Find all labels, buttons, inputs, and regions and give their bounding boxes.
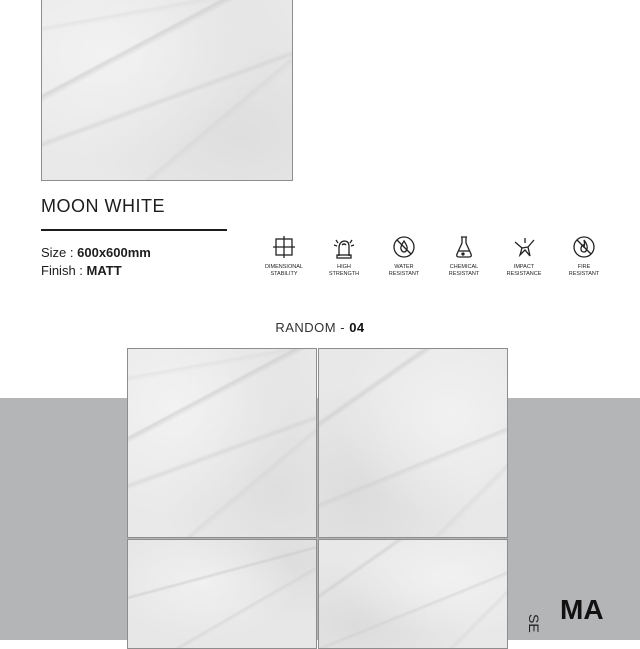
high-strength-icon — [331, 234, 357, 260]
pattern-number: 04 — [349, 320, 365, 335]
grid-tile-top-left — [127, 348, 317, 538]
impact-resistance-icon — [511, 234, 537, 260]
fire-resistant-icon — [571, 234, 597, 260]
feature-high-strength — [314, 234, 374, 284]
grid-tile-top-right — [318, 348, 508, 538]
series-name-fragment: MA — [560, 594, 604, 625]
finish-spec — [41, 263, 122, 278]
grid-tile-bottom-left — [127, 539, 317, 649]
chemical-resistant-icon — [451, 234, 477, 260]
tile-sample-image — [41, 0, 293, 181]
feature-label: DIMENSIONAL STABILITY — [265, 264, 303, 277]
finish-label: Finish : — [41, 263, 87, 278]
dimensional-stability-icon — [271, 234, 297, 260]
feature-dimensional-stability — [254, 234, 314, 284]
size-label: Size : — [41, 245, 78, 260]
feature-label: CHEMICAL RESISTANT — [448, 264, 480, 277]
size-value: 600x600mm — [77, 245, 151, 260]
feature-label: IMPACT RESISTANCE — [506, 264, 542, 277]
feature-label: FIRE RESISTANT — [568, 264, 600, 277]
grid-tile-bottom-right — [318, 539, 508, 649]
feature-label: HIGH STRENGTH — [328, 264, 360, 277]
feature-label: WATER RESISTANT — [388, 264, 420, 277]
product-title: MOON WHITE — [41, 196, 165, 216]
water-resistant-icon — [391, 234, 417, 260]
title-underline — [41, 229, 227, 231]
feature-water-resistant — [374, 234, 434, 284]
side-series-text — [526, 594, 604, 640]
layout-pattern-heading — [0, 320, 640, 335]
feature-chemical-resistant — [434, 234, 494, 284]
feature-fire-resistant — [554, 234, 614, 284]
feature-impact-resistance — [494, 234, 554, 284]
feature-icons-row — [254, 234, 614, 284]
size-spec — [41, 245, 151, 260]
pattern-label: RANDOM - — [275, 320, 350, 335]
series-label-fragment: SE — [526, 614, 542, 633]
finish-value: MATT — [86, 263, 122, 278]
